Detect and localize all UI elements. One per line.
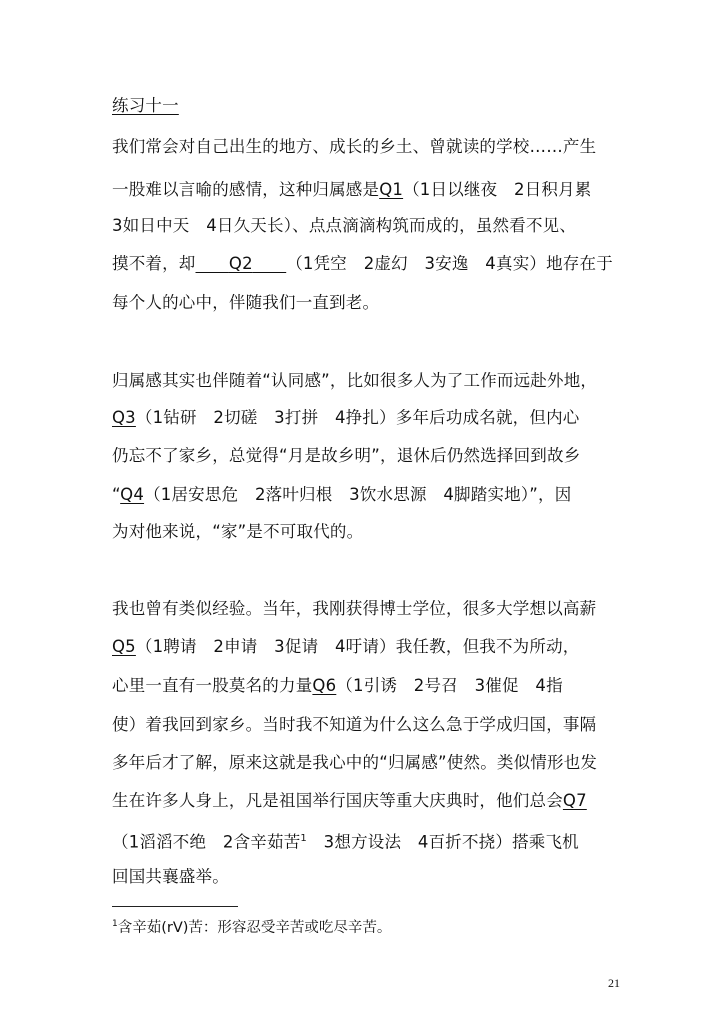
paragraph-2-line-5: 为对他来说，“家”是不可取代的。	[112, 522, 364, 541]
blank-q3[interactable]: Q3	[112, 408, 136, 427]
footnote-marker: 1	[112, 919, 118, 929]
exercise-title: 练习十一	[112, 96, 179, 115]
paragraph-3-line-8: 回国共襄盛举。	[112, 867, 229, 886]
footnote-text: 含辛茹(rV)苦：形容忍受辛苦或吃尽辛苦。	[117, 919, 392, 936]
paragraph-1-line-3: 3如日中天 4日久天长）、点点滴滴构筑而成的，虽然看不见、	[112, 216, 577, 235]
paragraph-3-line-5: 多年后才了解，原来这就是我心中的“归属感”使然。类似情形也发	[112, 753, 598, 772]
paragraph-2-line-1: 归属感其实也伴随着“认同感”，比如很多人为了工作而远赴外地，	[112, 371, 598, 390]
footnote-divider	[112, 906, 238, 907]
paragraph-2-line-2: Q3（1钻研 2切磋 3打拼 4挣扎）多年后功成名就，但内心	[112, 408, 580, 427]
paragraph-3-line-2: Q5（1聘请 2申请 3促请 4吁请）我任教，但我不为所动，	[112, 637, 580, 656]
paragraph-3-line-4: 使）着我回到家乡。当时我不知道为什么这么急于学成归国，事隔	[112, 715, 597, 734]
paragraph-1-line-2: 一股难以言喻的感情，这种归属感是Q1（1日以继夜 2日积月累	[112, 180, 592, 199]
blank-q4[interactable]: Q4	[120, 485, 145, 504]
paragraph-3-line-6: 生在许多人身上，凡是祖国举行国庆等重大庆典时，他们总会Q7	[112, 791, 587, 810]
page-number: 21	[608, 976, 620, 990]
footnote-reference[interactable]: 1	[300, 833, 307, 844]
blank-q5[interactable]: Q5	[112, 637, 136, 656]
paragraph-3-line-3: 心里一直有一股莫名的力量Q6（1引诱 2号召 3催促 4指	[112, 676, 563, 695]
paragraph-2-line-3: 仍忘不了家乡，总觉得“月是故乡明”，退休后仍然选择回到故乡	[112, 446, 581, 465]
blank-q2[interactable]: Q2	[228, 254, 253, 273]
paragraph-3-line-7: （1滔滔不绝 2含辛茹苦$^1$ 3想方设法 4百折不挠）搭乘飞机	[112, 832, 579, 852]
blank-q1[interactable]: Q1	[379, 180, 404, 199]
paragraph-1-line-5: 每个人的心中，伴随我们一直到老。	[112, 293, 380, 312]
paragraph-1-line-1: 我们常会对自己出生的地方、成长的乡土、曾就读的学校……产生	[112, 137, 597, 156]
paragraph-1-line-4: 摸不着，却 Q2 （1凭空 2虚幻 3安逸 4真实）地存在于	[112, 254, 613, 273]
footnote	[112, 914, 391, 938]
blank-q7[interactable]: Q7	[562, 791, 587, 810]
paragraph-3-line-1: 我也曾有类似经验。当年，我刚获得博士学位，很多大学想以高薪	[112, 599, 597, 618]
blank-q6[interactable]: Q6	[312, 676, 337, 695]
paragraph-2-line-4: “Q4（1居安思危 2落叶归根 3饮水思源 4脚踏实地）”，因	[112, 485, 572, 504]
